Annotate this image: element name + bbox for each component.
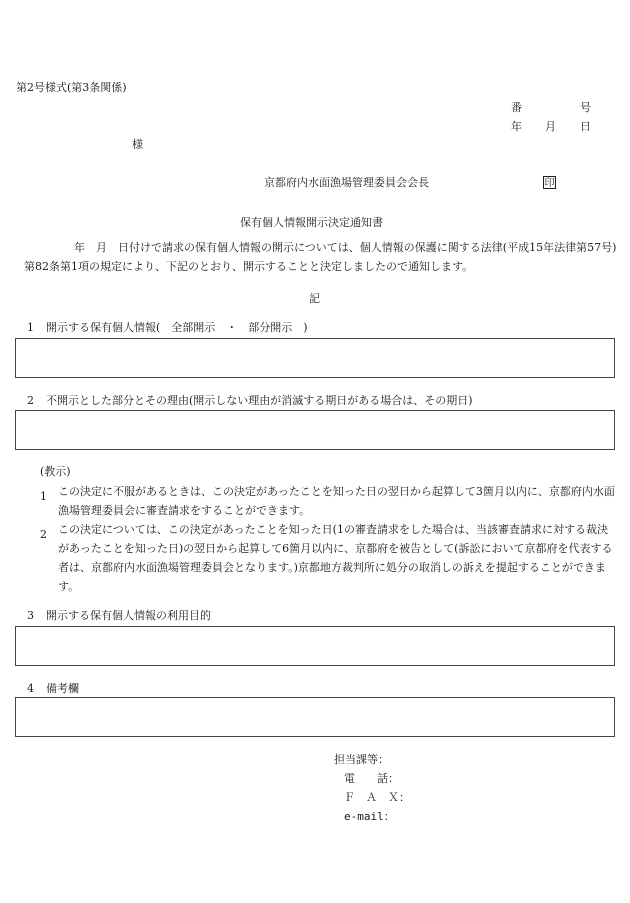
section-4-number: 4 bbox=[27, 682, 34, 695]
intro-date-placeholder: 年 月 日付けで bbox=[74, 241, 162, 254]
instruction-1-text: この決定に不服があるときは、この決定があったことを知った日の翌日から起算して3箇月以内に、京都府内水面漁場管理委員会に審査請求をすることができます。 bbox=[58, 485, 615, 517]
section-3-number: 3 bbox=[27, 609, 34, 622]
section-4-input-box[interactable] bbox=[15, 697, 615, 737]
contact-email: e-mail： bbox=[344, 810, 395, 823]
instruction-heading: (教示) bbox=[40, 465, 71, 478]
number-label: 番 bbox=[511, 101, 522, 114]
contact-department: 担当課等： bbox=[334, 753, 389, 766]
section-1-number: 1 bbox=[27, 321, 34, 334]
intro-paragraph bbox=[24, 238, 618, 276]
instruction-2-number: 2 bbox=[40, 528, 47, 541]
instruction-2-text: この決定については、この決定があったことを知った日(1の審査請求をした場合は、当該審査請求に対する裁決があったことを知った日)の翌日から起算して6箇月以内に、京都府を被告として(訴訟において京都府を代表する者は、京都府内水面漁場管理委員会となります。)京都地方裁判所に処分の取消しの訴えを提起することができます。 bbox=[58, 523, 613, 593]
instruction-1-number: 1 bbox=[40, 490, 47, 503]
seal-mark: 印 bbox=[544, 178, 555, 189]
addressee-suffix: 様 bbox=[132, 138, 143, 151]
section-2-text: 不開示とした部分とその理由(開示しない理由が消滅する期日がある場合は、その期日) bbox=[46, 394, 473, 407]
section-1-input-box[interactable] bbox=[15, 338, 615, 378]
section-1-label bbox=[27, 322, 308, 333]
month-label: 月 bbox=[545, 120, 556, 133]
section-2-number: 2 bbox=[27, 394, 34, 407]
document-title: 保有個人情報開示決定通知書 bbox=[240, 216, 383, 229]
year-label: 年 bbox=[511, 120, 522, 133]
section-3-text: 開示する保有個人情報の利用目的 bbox=[46, 609, 211, 622]
day-label: 日 bbox=[580, 120, 591, 133]
contact-fax: Ｆ Ａ Ｘ： bbox=[344, 791, 410, 804]
ki-marker: 記 bbox=[309, 292, 320, 305]
section-4-label bbox=[27, 683, 79, 694]
section-2-label bbox=[27, 395, 473, 406]
issuer-name: 京都府内水面漁場管理委員会会長 bbox=[264, 176, 429, 189]
section-3-label bbox=[27, 610, 211, 621]
number-suffix: 号 bbox=[580, 101, 591, 114]
intro-body: 請求の保有個人情報の開示については、個人情報の保護に関する法律(平成15年法律第57号)第82条第1項の規定により、下記のとおり、開示することと決定しましたので通知します。 bbox=[24, 241, 617, 273]
section-4-text: 備考欄 bbox=[46, 682, 79, 695]
form-number: 第2号様式(第3条関係) bbox=[16, 81, 127, 94]
section-2-input-box[interactable] bbox=[15, 410, 615, 450]
section-3-input-box[interactable] bbox=[15, 626, 615, 666]
contact-phone: 電 話： bbox=[344, 772, 399, 785]
section-1-text: 開示する保有個人情報( 全部開示 ・ 部分開示 ) bbox=[46, 321, 308, 334]
